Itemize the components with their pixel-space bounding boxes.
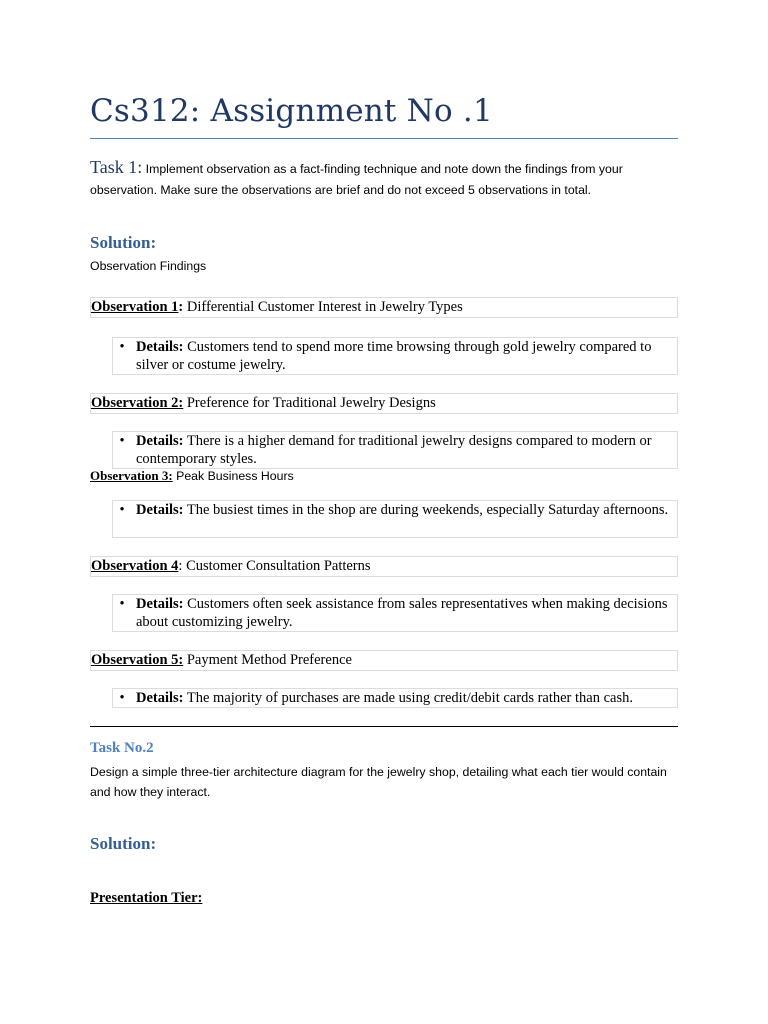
observation-4-colon: : xyxy=(178,558,183,574)
observation-3-label: Observation 3: xyxy=(90,468,173,483)
solution2-heading: Solution: xyxy=(90,834,157,853)
details-text: There is a higher demand for traditional jewelry designs compared to modern or contemporary styles. xyxy=(136,433,652,467)
details-label: Details: xyxy=(136,339,184,355)
observation-5-label: Observation 5: xyxy=(91,652,184,668)
observation-5-title: Payment Method Preference xyxy=(186,652,352,668)
presentation-tier-heading: Presentation Tier: xyxy=(90,890,203,906)
observation-1-details xyxy=(112,337,678,375)
solution-subtitle: Observation Findings xyxy=(90,259,207,273)
bullet: • xyxy=(119,690,125,706)
solution-heading: Solution: xyxy=(90,233,157,252)
details-text: The majority of purchases are made using credit/debit cards rather than cash. xyxy=(186,690,633,706)
bullet: • xyxy=(119,339,125,355)
observation-4 xyxy=(90,556,678,577)
observation-4-title: Customer Consultation Patterns xyxy=(186,558,371,574)
task2-heading: Task No.2 xyxy=(90,740,154,756)
observation-1-title: Differential Customer Interest in Jewelry Types xyxy=(186,299,463,315)
task1-label: Task 1: xyxy=(90,157,143,177)
observation-2-details xyxy=(112,431,678,469)
observation-5 xyxy=(90,650,678,671)
details-text: The busiest times in the shop are during weekends, especially Saturday afternoons. xyxy=(186,502,669,518)
observation-3-details xyxy=(112,500,678,538)
details-label: Details: xyxy=(136,433,184,449)
document-title: Cs312: Assignment No .1 xyxy=(90,92,678,139)
observation-2 xyxy=(90,393,678,414)
observation-1 xyxy=(90,297,678,318)
observation-1-label: Observation 1 xyxy=(91,299,179,315)
observation-2-title: Preference for Traditional Jewelry Designs xyxy=(186,395,436,411)
observation-1-colon: : xyxy=(178,299,184,315)
details-label: Details: xyxy=(136,502,184,518)
task1-text: Implement observation as a fact-finding technique and note down the findings from your observation. Make sure the observations are brief and do not exceed 5 observations in total. xyxy=(90,162,623,197)
observation-4-details xyxy=(112,594,678,632)
details-text: Customers tend to spend more time browsing through gold jewelry compared to silver or costume jewelry. xyxy=(136,339,652,373)
observation-3 xyxy=(90,468,294,484)
task1-paragraph xyxy=(90,157,680,201)
observation-2-label: Observation 2: xyxy=(91,395,184,411)
details-text: Customers often seek assistance from sales representatives when making decisions about customizing jewelry. xyxy=(136,596,668,630)
bullet: • xyxy=(119,433,125,449)
task2-text: Design a simple three-tier architecture diagram for the jewelry shop, detailing what each tier would contain and how they interact. xyxy=(90,765,667,799)
bullet: • xyxy=(119,596,125,612)
observation-3-title: Peak Business Hours xyxy=(176,469,294,483)
observation-5-details xyxy=(112,688,678,708)
bullet: • xyxy=(119,502,125,518)
details-label: Details: xyxy=(136,690,184,706)
observation-4-label: Observation 4 xyxy=(91,558,179,574)
details-label: Details: xyxy=(136,596,184,612)
section-divider xyxy=(90,726,678,727)
